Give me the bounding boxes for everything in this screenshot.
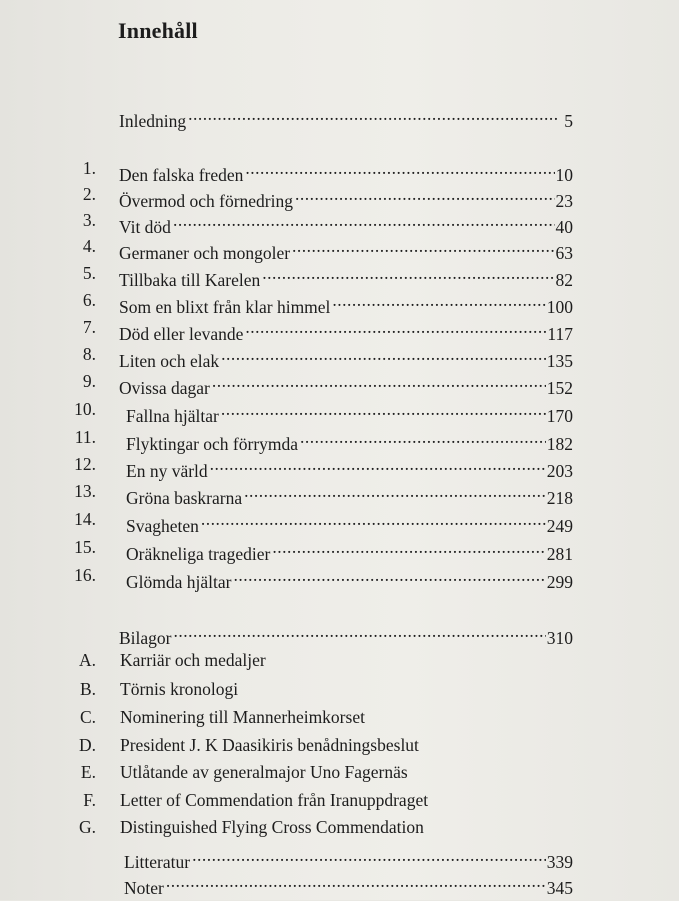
- chapter-number: 12.: [74, 454, 96, 474]
- toc-page-number: 152: [546, 378, 573, 398]
- appendix-label: Utlåtande av generalmajor Uno Fagernäs: [120, 762, 408, 782]
- toc-entry: [124, 868, 573, 901]
- appendix-letter: G.: [78, 817, 96, 837]
- dot-leader: [201, 506, 546, 532]
- toc-entry: [119, 101, 573, 134]
- toc-entry-label: Gröna baskrarna: [126, 488, 243, 508]
- appendix-letter: A.: [78, 650, 96, 670]
- appendix-label: Törnis kronologi: [120, 679, 239, 699]
- chapter-number: 15.: [74, 537, 96, 557]
- toc-entry-label: Flyktingar och förrymda: [126, 434, 299, 454]
- toc-chapter-row: [0, 478, 679, 508]
- toc-chapter-row: [0, 534, 679, 564]
- chapter-number: 9.: [82, 371, 96, 391]
- appendix-letter: B.: [79, 679, 96, 699]
- toc-entry-label: Inledning: [119, 111, 187, 131]
- toc-chapter-row: [0, 451, 679, 481]
- toc-page-number: 310: [546, 628, 573, 648]
- toc-entry-label: En ny värld: [126, 461, 208, 481]
- appendix-item: [0, 759, 679, 785]
- appendix-label: Distinguished Flying Cross Commendation: [120, 817, 424, 837]
- toc-entry: [126, 562, 573, 595]
- dot-leader: [300, 424, 546, 450]
- toc-chapter-row: [0, 207, 679, 237]
- page-title: Innehåll: [118, 18, 198, 43]
- appendix-label: Nominering till Mannerheimkorset: [120, 707, 365, 727]
- dot-leader: [188, 101, 558, 127]
- toc-chapter-row: [0, 341, 679, 371]
- chapter-number: 2.: [82, 184, 96, 204]
- toc-entry-label: Bilagor: [119, 628, 172, 648]
- dot-leader: [212, 368, 546, 394]
- toc-entry-label: Litteratur: [124, 852, 191, 872]
- toc-page-number: 100: [546, 297, 573, 317]
- dot-leader: [295, 181, 555, 207]
- dot-leader: [221, 396, 546, 422]
- toc-entry-label: Tillbaka till Karelen: [119, 270, 261, 290]
- toc-page-number: 182: [546, 434, 573, 454]
- chapter-number: 11.: [74, 427, 96, 447]
- dot-leader: [173, 207, 555, 233]
- appendix-letter: F.: [83, 790, 96, 810]
- appendix-item: [0, 732, 679, 758]
- toc-entry-label: Germaner och mongoler: [119, 243, 291, 263]
- dot-leader: [221, 341, 546, 367]
- appendix-item: [0, 676, 679, 702]
- dot-leader: [272, 534, 545, 560]
- toc-page-number: 40: [555, 217, 573, 237]
- toc-page-number: 63: [555, 243, 573, 263]
- toc-page-number: 10: [555, 165, 573, 185]
- toc-page-number: 82: [555, 270, 573, 290]
- appendix-item: [0, 787, 679, 813]
- toc-entry-label: Vit död: [119, 217, 171, 237]
- toc-page-number: 5: [564, 111, 573, 131]
- dot-leader: [292, 233, 554, 259]
- toc-chapter-row: [0, 368, 679, 398]
- chapter-number: 6.: [82, 290, 96, 310]
- toc-entry-label: Oräkneliga tragedier: [126, 544, 271, 564]
- toc-page-number: 203: [546, 461, 573, 481]
- toc-chapter-row: [0, 506, 679, 536]
- toc-chapter-row: [0, 260, 679, 290]
- appendix-item: [0, 647, 679, 673]
- dot-leader: [166, 868, 546, 894]
- toc-entry-label: Som en blixt från klar himmel: [119, 297, 331, 317]
- toc-entry-label: Glömda hjältar: [126, 572, 232, 592]
- toc-page-number: 281: [546, 544, 573, 564]
- toc-page-number: 249: [546, 516, 573, 536]
- appendix-letter: D.: [78, 735, 96, 755]
- chapter-number: 8.: [82, 344, 96, 364]
- dot-leader: [262, 260, 554, 286]
- toc-page-number: 339: [546, 852, 573, 872]
- chapter-number: 16.: [74, 565, 96, 585]
- appendix-label: Letter of Commendation från Iranuppdraget: [120, 790, 429, 810]
- toc-page-number: 135: [546, 351, 573, 371]
- appendix-item: [0, 704, 679, 730]
- chapter-number: 4.: [82, 236, 96, 256]
- dot-leader: [174, 618, 546, 644]
- dot-leader: [192, 842, 546, 868]
- toc-page-number: 299: [546, 572, 573, 592]
- toc-entry-label: Svagheten: [126, 516, 199, 536]
- toc-entry-label: Liten och elak: [119, 351, 220, 371]
- toc-entry-label: Ovissa dagar: [119, 378, 210, 398]
- chapter-number: 3.: [82, 210, 96, 230]
- appendix-letter: C.: [79, 707, 96, 727]
- toc-entry-label: Övermod och förnedring: [119, 191, 293, 211]
- toc-chapter-row: [0, 562, 679, 592]
- toc-chapter-row: [0, 181, 679, 211]
- chapter-number: 10.: [74, 399, 96, 419]
- toc-appendix-row: [0, 618, 679, 648]
- toc-literature-row: [0, 842, 679, 872]
- dot-leader: [245, 314, 546, 340]
- chapter-number: 13.: [74, 481, 96, 501]
- appendix-label: Karriär och medaljer: [120, 650, 266, 670]
- chapter-number: 7.: [82, 317, 96, 337]
- toc-chapter-row: [0, 233, 679, 263]
- toc-entry-label: Noter: [124, 878, 164, 898]
- toc-chapter-row: [0, 287, 679, 317]
- dot-leader: [332, 287, 545, 313]
- toc-entry-label: Den falska freden: [119, 165, 244, 185]
- appendix-label: President J. K Daasikiris benådningsbeslut: [120, 735, 419, 755]
- toc-entry-label: Död eller levande: [119, 324, 244, 344]
- toc-page-number: 117: [547, 324, 573, 344]
- toc-page-number: 23: [555, 191, 573, 211]
- chapter-number: 1.: [82, 158, 96, 178]
- appendix-letter: E.: [80, 762, 96, 782]
- toc-entry-label: Fallna hjältar: [126, 406, 219, 426]
- appendix-item: [0, 814, 679, 840]
- toc-chapter-row: [0, 424, 679, 454]
- chapter-number: 14.: [74, 509, 96, 529]
- toc-intro-row: [0, 101, 679, 131]
- dot-leader: [233, 562, 545, 588]
- toc-chapter-row: [0, 314, 679, 344]
- toc-chapter-row: [0, 396, 679, 426]
- toc-page-number: 345: [546, 878, 573, 898]
- toc-page-number: 170: [546, 406, 573, 426]
- toc-notes-row: [0, 868, 679, 898]
- dot-leader: [210, 451, 546, 477]
- dot-leader: [245, 155, 554, 181]
- dot-leader: [244, 478, 546, 504]
- chapter-number: 5.: [82, 263, 96, 283]
- toc-page-number: 218: [546, 488, 573, 508]
- toc-chapter-row: [0, 155, 679, 185]
